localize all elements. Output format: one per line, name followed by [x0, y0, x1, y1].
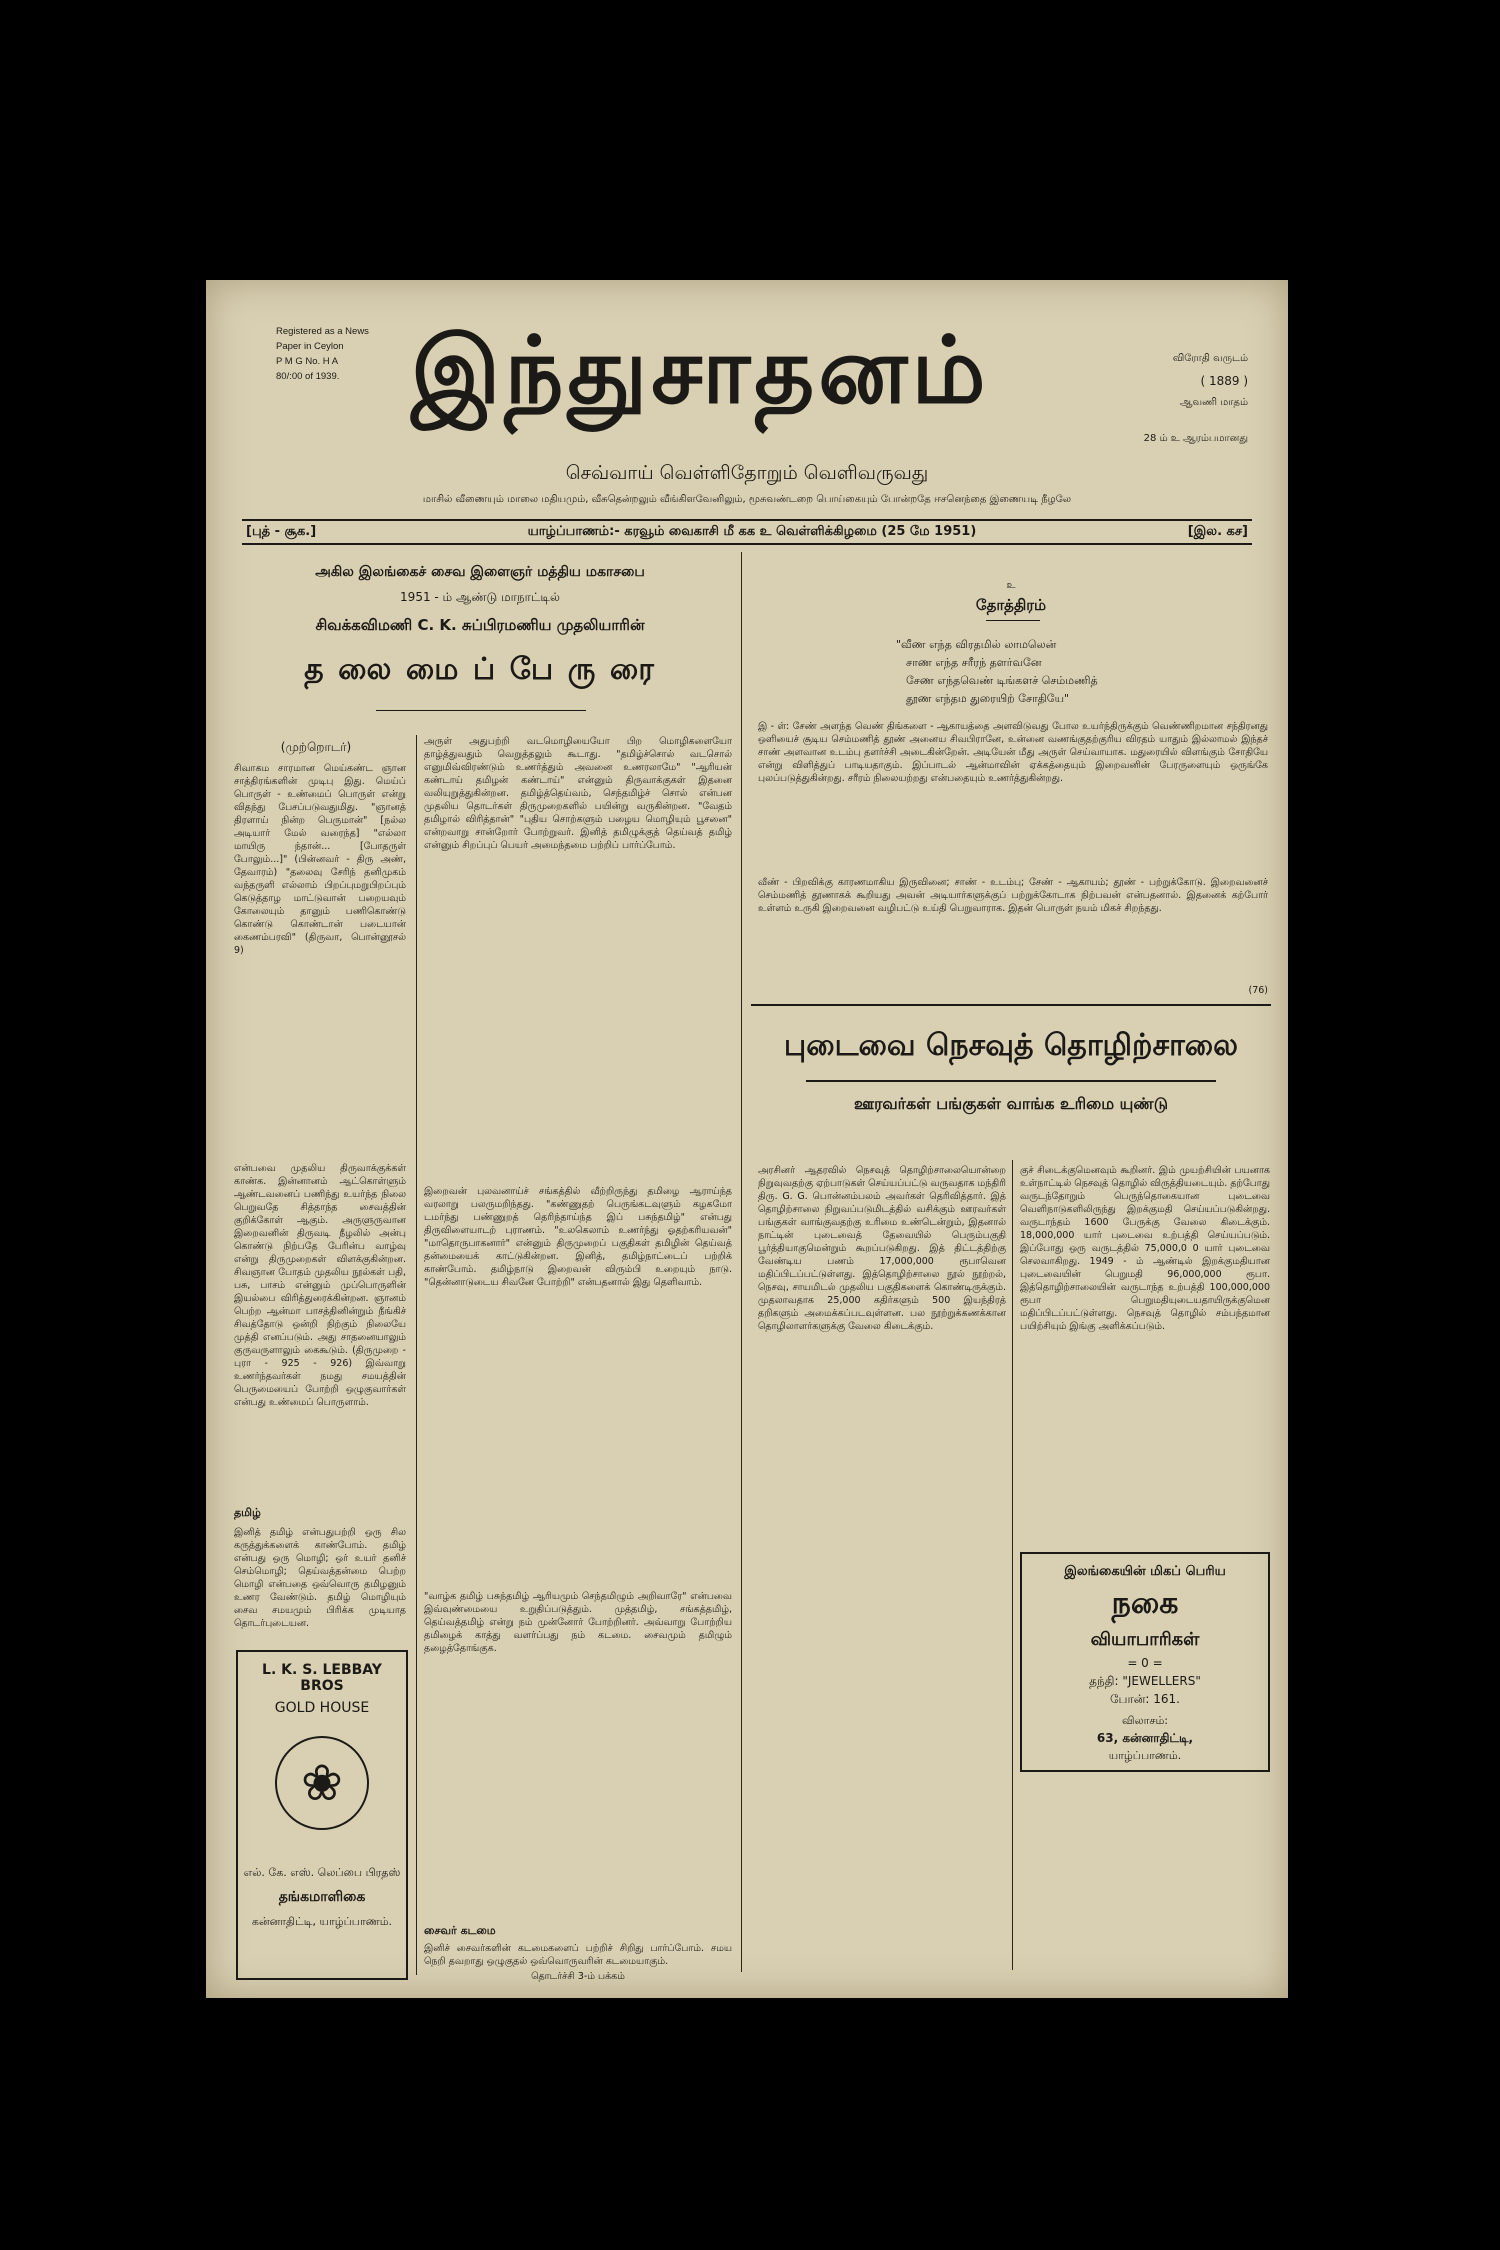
era-month: ஆவணி மாதம் [1179, 397, 1248, 408]
article-ref: (76) [1248, 985, 1268, 996]
ad-line: வியாபாரிகள் [1090, 1629, 1200, 1650]
section-rule [751, 1004, 1271, 1006]
ad-line: யாழ்ப்பாணம். [1108, 1749, 1182, 1762]
column-rule [1012, 1160, 1013, 1970]
ad-line: 63, கன்னாதிட்டி, [1096, 1731, 1194, 1745]
verse-line: தூண எந்தம துரையிற் சோதியே" [906, 692, 1070, 705]
news-text: அரசினர் ஆதரவில் நெசவுத் தொழிற்சாலையொன்றை நிறுவுவதற்கு ஏற்பாடுகள் செய்யப்பட்டு வருவதாக மந்திரி திரு. G. G. பொன்னம்பலம் அவர்கள் தெரிவித்தார். இத் தொழிற்சாலை நிறுவப்படுமிடத்தில் வசிக்கும் ஊரவர்கள் பங்குகள் வாங்குவதற்கு உரிமை உண்டென்றும், இதனால் நாட்டின் புடைவைத் தேவையில் பெரும்பகுதி பூர்த்தியாகுமென்றும் கூறப்படுகிறது. இத் திட்டத்திற்கு வேண்டிய பணம் 17,000,000 ரூபாவென மதிப்பிடப்பட்டுள்ளது. இத்தொழிற்சாலை நூல் நூற்றல், நெசவு, சாயமிடல் முதலிய பகுதிகளைக் கொண்டிருக்கும். முதலாவதாக 25,000 கதிர்களும் 500 இயந்திரத் தறிகளும் அமைக்கப்படவுள்ளன. பல நூற்றுக்கணக்கான தொழிலாளர்களுக்கு வேலை கிடைக்கும். [758, 1165, 1006, 1332]
column-rule [741, 552, 742, 1972]
dateline-date: யாழ்ப்பாணம்:- கரவூம் வைகாசி மீ கக உ வெள்ளிக்கிழமை (25 மே 1951) [527, 524, 977, 539]
ad-line: தங்கமாளிகை [278, 1889, 366, 1905]
section-subhead: சைவர் கடமை [424, 1924, 496, 1937]
tagline: செவ்வாய் வெள்ளிதோறும் வெளிவருவது [565, 462, 929, 484]
article-kicker: சிவக்கவிமணி C. K. சுப்பிரமணிய முதலியாரின் [315, 616, 645, 634]
news-text: குச் சிடைக்குமெனவும் கூறினர். இம் முயற்சியின் பயனாக உள்நாட்டில் நெசவுத் தொழில் விருத்தியடையும். தற்போது வருடந்தோறும் பெருந்தொகையான புடைவை வெளிநாடுகளிலிருந்து இறக்குமதி செய்யப்படுகின்றது. வருடாந்தம் 1600 பேருக்கு வேலை கிடைக்கும். 18,000,000 யார் புடைவை உற்பத்தி செய்யப்படும். இப்போது ஒரு வருடத்தில் 75,000,0 0 யார் புடைவை செலவாகிறது. 1949 - ம் ஆண்டில் இறக்குமதியான புடைவையின் பெறுமதி 96,000,000 ரூபா. இத்தொழிற்சாலையின் வருடாந்த உற்பத்தி 100,000,000 ரூபா பெறுமதியுடையதாயிருக்குமென மதிப்பிடப்பட்டுள்ளது. நெசவுத் தொழில் சம்பந்தமான பயிற்சியும் இங்கு அளிக்கப்படும். [1020, 1165, 1270, 1332]
headline-rule [376, 710, 586, 711]
ad-line: இலங்கையின் மிகப் பெரிய [1064, 1564, 1226, 1579]
era-year: ( 1889 ) [1200, 374, 1248, 388]
title-rule [986, 620, 1040, 621]
article-text: இனிச் சைவர்களின் கடமைகளைப் பற்றிச் சிறிது பார்ப்போம். சமய நெறி தவறாது ஒழுகுதல் ஒவ்வொருவரின் கடமையாகும். [424, 1943, 732, 1967]
registration-line: 80/:00 of 1939. [276, 371, 340, 382]
registration-line: Paper in Ceylon [276, 341, 344, 352]
ad-line: GOLD HOUSE [274, 1700, 370, 1716]
verse-line: சாண எந்த சரீரந் தளர்வனே [906, 656, 1042, 669]
gold-house-ad [236, 1650, 408, 1980]
newspaper-page [206, 280, 1288, 1998]
ad-line: = 0 = [1127, 1656, 1163, 1670]
verse-line: "வீண எந்த விரதமில் லாமலென் [896, 638, 1057, 651]
volume-start: 28 ம் உ ஆரம்பமானது [1143, 433, 1248, 444]
jewellers-ad [1020, 1552, 1270, 1772]
era-box [1128, 348, 1248, 450]
registration-notice [276, 324, 426, 384]
ad-line: L. K. S. LEBBAY BROS [262, 1662, 382, 1694]
dateline-volume: [புத் - சூக.] [246, 524, 317, 539]
ad-line: நகை [1111, 1586, 1179, 1621]
ad-line: போன்: 161. [1110, 1692, 1180, 1706]
ad-line: எல். கே. எஸ். லெப்பை பிரதஸ் [243, 1866, 401, 1879]
continued-note: (முற்றொடர்) [280, 740, 352, 754]
motto-verse: மாசில் வீணையும் மாலை மதியமும், வீசுதென்றலும் வீங்கிளவேனிலும், மூசுவண்டறை பொய்கையும் போன்றதே ஈசனெந்தை இணையடி நீழலே [422, 494, 1072, 505]
article-text: வீண் - பிறவிக்கு காரணமாகிய இருவினை; சாண் - உடம்பு; சேண் - ஆகாயம்; தூண் - பற்றுக்கோடு. இறைவனைச் செம்மணித் தூணாகக் கூறியது அவன் அடியார்களுக்குப் பற்றுக்கோடாக நிற்பவன் என்பதனால். இதனைக் கற்போர் உள்ளம் உருகி இறைவனை வழிபட்டு உய்தி பெறுவாராக. இதன் பொருள் நயம் மிகச் சிறந்தது. [758, 877, 1268, 914]
article-text: அருள் அதுபற்றி வடமொழியையோ பிற மொழிகளையோ தாழ்த்துவதும் வெறுத்தலும் கூடாது. "தமிழ்ச்சொல் வடசொல் எனுமிவ்விரண்டும் உணர்த்தும் அவனை உணரலாமே" "ஆரியன் கண்டாய் தமிழன் கண்டாய்" என்னும் திருவாக்குகள் இதனை வலியுறுத்துகின்றன. தமிழ்த்தெய்வம், செந்தமிழ்ச் சொல் என்பன முதலிய தொடர்கள் திருமுறைகளில் பயின்று வருகின்றன. "வேதம் தமிழால் விரித்தான்" "புதிய சொற்களும் பழைய மொழியும் பூசனை" என்றவாறு சான்றோர் போற்றுவர். இனித் தமிழுக்குத் தெய்வத் தமிழ் என்னும் சிறப்புப் பெயர் அமைந்தமை பற்றிப் பார்ப்போம். [424, 736, 732, 851]
newspaper-title: இந்துசாதனம் [411, 317, 990, 424]
ad-line: கன்னாதிட்டி, யாழ்ப்பாணம். [251, 1915, 393, 1928]
article-kicker: உ [1006, 580, 1016, 591]
news-subhead: ஊரவர்கள் பங்குகள் வாங்க உரிமை யுண்டு [853, 1094, 1169, 1113]
article-text: என்பவை முதலிய திருவாக்குக்கள் காண்க. இன்னானம் ஆட்கொள்ளும் ஆண்டவனைப் பணிந்து உயர்ந்த நிலை பெறுவதே சித்தாந்த சைவத்தின் குறிக்கோள் ஆகும். அருளுருவான இறைவனின் திருவடி நீழலில் அன்பு கொண்டு நிற்பதே பேரின்ப வாழ்வு என்று திருமுறைகள் விளக்குகின்றன. சிவஞான போதம் முதலிய நூல்கள் பதி, பசு, பாசம் என்னும் முப்பொருளின் இயல்பை விரித்துரைக்கின்றன. ஞானம் பெற்ற ஆன்மா பாசத்தினின்றும் நீங்கிச் சிவத்தோடு ஒன்றி நிற்கும் நிலையே முத்தி எனப்படும். அது சாதனையாலும் குருவருளாலும் கைகூடும். (திருமுறை - புரா - 925 - 926) இவ்வாறு உணர்ந்தவர்கள் நமது சமயத்தின் பெருமையைப் போற்றி ஒழுகுவார்கள் என்பது உண்மைப் பொருளாம். [234, 1163, 406, 1408]
article-headline: த லை மை ப் பே ரு ரை [304, 652, 656, 687]
article-kicker: 1951 - ம் ஆண்டு மாநாட்டில் [400, 590, 560, 604]
article-text: இறைவன் புலவனாய்ச் சங்கத்தில் வீற்றிருந்து தமிழை ஆராய்ந்த வரலாறு பலருமறிந்தது. "கண்ணுதற் பெருங்கடவுளும் கழகமோ டமர்ந்து பண்ணுறத் தெரிந்தாய்ந்த இப் பசுந்தமிழ்" என்பது திருவிளையாடற் புராணம். "உலகெலாம் உணர்ந்து ஓதற்கரியவன்" "மாதொருபாகனார்" என்னும் திருமுறைப் பகுதிகள் தமிழின் தெய்வத் தன்மையைக் காட்டுகின்றன. இனித், தமிழ்நாட்டைப் பற்றிக் காண்போம். தமிழ்நாடு இறைவன் விரும்பி உறையும் நாடு. "தென்னாடுடைய சிவனே போற்றி" என்பதனால் இது தெளிவாம். [424, 1186, 732, 1288]
verse-line: சேண எந்தவெண் டிங்களச் செம்மணித் [906, 674, 1098, 687]
continuation-note: தொடர்ச்சி 3-ம் பக்கம் [531, 1971, 625, 1982]
news-rule [806, 1080, 1216, 1082]
registration-line: Registered as a News [276, 326, 369, 337]
dateline [242, 519, 1252, 545]
article-text: இ - ள்: சேண் அளந்த வெண் திங்களை - ஆகாயத்தை அளவிடுவது போல உயர்ந்திருக்கும் வெண்ணிறமான சந்திரனது ஒளியைச் சூடிய செம்மணித் தூண் அனைய சிவபிரானே, உன்னை வணங்குதற்குரிய விரதம் யாதும் இல்லாமல் இந்தச் சாண் அளவான உடம்பு தளர்ச்சி அடைகின்றேன். அடியேன் மீது அருள் செய்வாயாக. மதுரையில் விளங்கும் சோதியே என்று விளித்துப் பாடியதாகும். இப்பாடல் ஆன்மாவின் ஏக்கத்தையும் இறைவனின் பேரருளையும் ஒருங்கே புலப்படுத்துகின்றது. சரீரம் நிலையற்றது என்பதையும் உணர்த்துகின்றது. [758, 721, 1268, 784]
era-label: விரோதி வருடம் [1172, 353, 1248, 364]
ornament-icon: ❀ [275, 1736, 369, 1830]
section-subhead: தமிழ் [234, 1506, 261, 1519]
article-text: சிவாகம சாரமான மெய்கண்ட ஞான சாத்திரங்களின் முடிபு இது. மெய்ப் பொருள் - உண்மைப் பொருள் என்று விதந்து பேசப்படுவதுமிது. "ஞானத் திரளாய் நின்ற பெருமான்" [நல்ல அடியார் மேல் வரைந்த] "எல்லா மாயிரு ந்தான்... [போதருள் போலும்...]" (பின்னவர் - திரு அண், தேவாரம்) "தலைவு சேரிந் தனிமுகம் வந்தருளி எல்லாம் பிறப்புமறுபிறப்பும் கெடுத்தாழ மாட்டுவான் பறையவும் கோலையும் தானும் பணிகொண்டு கொண்டு கொண்டான் படையான் கைணம்பரவி" (திருவா, பொன்னூசல் 9) [234, 763, 406, 956]
registration-line: P M G No. H A [276, 356, 339, 367]
article-kicker: அகில இலங்கைச் சைவ இளைஞர் மத்திய மகாசபை [315, 564, 645, 580]
news-headline: புடைவை நெசவுத் தொழிற்சாலை [783, 1028, 1239, 1063]
article-title: தோத்திரம் [975, 596, 1047, 614]
article-text: இனித் தமிழ் என்பதுபற்றி ஒரு சில கருத்துக்களைக் காண்போம். தமிழ் என்பது ஒரு மொழி; ஒர் உயர் தனிச் செம்மொழி; தெய்வத்தன்மை பெற்ற மொழி என்பதை ஒவ்வொரு தமிழனும் உணர வேண்டும். தமிழ் மொழியும் சைவ சமயமும் பிரிக்க முடியாத தொடர்புடையன. [234, 1527, 406, 1629]
column-rule [416, 735, 417, 1975]
ad-line: தந்தி: "JEWELLERS" [1089, 1674, 1201, 1688]
dateline-issue: [இல. கச] [1187, 524, 1248, 539]
ad-line: விலாசம்: [1121, 1714, 1169, 1727]
article-text: "வாழ்க தமிழ் பசுந்தமிழ் ஆரியமும் செந்தமிழும் அறிவாரே" என்பவை இவ்வுண்மையை உறுதிப்படுத்தும். முத்தமிழ், சங்கத்தமிழ், தெய்வத்தமிழ் என்று நம் முன்னோர் போற்றினர். அவ்வாறு போற்றிய தமிழைக் காத்து வளர்ப்பது நம் கடமை. சைவமும் தமிழும் தழைத்தோங்குக. [424, 1591, 732, 1654]
